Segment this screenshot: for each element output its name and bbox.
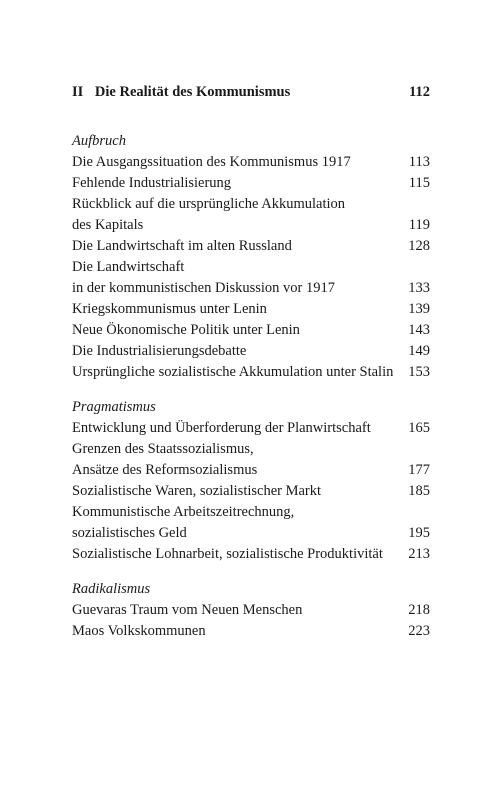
- toc-entry: [72, 299, 430, 320]
- section-heading: Pragmatismus: [72, 399, 156, 415]
- entry-title: Guevaras Traum vom Neuen Menschen: [72, 602, 303, 618]
- entry-page-number: 149: [408, 343, 430, 359]
- entry-title: Sozialistische Lohnarbeit, sozialistische Produktivität: [72, 546, 383, 562]
- entry-title: Kriegskommunismus unter Lenin: [72, 301, 267, 317]
- toc-entry: [72, 481, 430, 502]
- toc-entry: [72, 173, 430, 194]
- entry-title: Die Landwirtschaft im alten Russland: [72, 238, 292, 254]
- entry-page-number: 128: [408, 238, 430, 254]
- toc-entry: [72, 439, 430, 481]
- entry-title: Neue Ökonomische Politik unter Lenin: [72, 322, 300, 338]
- toc-entry: [72, 257, 430, 299]
- entry-title: Maos Volkskommunen: [72, 623, 206, 639]
- toc-section-aufbruch: [72, 131, 430, 383]
- entry-page-number: 133: [408, 280, 430, 296]
- entry-page-number: 177: [408, 462, 430, 478]
- section-heading: Aufbruch: [72, 133, 126, 149]
- toc-entry: [72, 152, 430, 173]
- toc-entry: [72, 600, 430, 621]
- toc-entry: [72, 236, 430, 257]
- toc-entry: [72, 362, 430, 383]
- entry-title: Die Ausgangssituation des Kommunismus 1917: [72, 154, 351, 170]
- entry-title: Die Industrialisierungsdebatte: [72, 343, 247, 359]
- entry-title: Grenzen des Staatssozialismus, Ansätze des Reformsozialismus: [72, 441, 258, 478]
- toc-section-radikalismus: [72, 579, 430, 642]
- chapter-title: Die Realität des Kommunismus: [94, 84, 291, 100]
- entry-page-number: 113: [408, 154, 430, 170]
- entry-page-number: 139: [408, 301, 430, 317]
- entry-title: Die Landwirtschaft in der kommunistischen Diskussion vor 1917: [72, 259, 336, 296]
- toc-entry: [72, 194, 430, 236]
- entry-title: Kommunistische Arbeitszeitrechnung, sozialistisches Geld: [72, 504, 295, 541]
- entry-page-number: 165: [408, 420, 430, 436]
- chapter-title-group: [72, 82, 290, 103]
- entry-title: Entwicklung und Überforderung der Planwirtschaft: [72, 420, 371, 436]
- toc-entry: [72, 621, 430, 642]
- entry-page-number: 119: [408, 217, 430, 233]
- entry-title: Sozialistische Waren, sozialistischer Markt: [72, 483, 322, 499]
- entry-title: Fehlende Industrialisierung: [72, 175, 232, 191]
- entry-page-number: 143: [408, 322, 430, 338]
- entry-page-number: 185: [408, 483, 430, 499]
- toc-entry: [72, 544, 430, 565]
- toc-entry: [72, 418, 430, 439]
- entry-page-number: 195: [408, 525, 430, 541]
- entry-page-number: 153: [408, 364, 430, 380]
- entry-title: Ursprüngliche sozialistische Akkumulation unter Stalin: [72, 364, 394, 380]
- toc-section-pragmatismus: [72, 397, 430, 565]
- toc-entry: [72, 341, 430, 362]
- chapter-heading: [72, 82, 430, 103]
- entry-page-number: 115: [408, 175, 430, 191]
- entry-page-number: 213: [408, 546, 430, 562]
- section-heading: Radikalismus: [72, 581, 151, 597]
- entry-page-number: 218: [408, 602, 430, 618]
- entry-title: Rückblick auf die ursprüngliche Akkumulation des Kapitals: [72, 196, 346, 233]
- chapter-number: II: [72, 84, 84, 100]
- entry-page-number: 223: [408, 623, 430, 639]
- table-of-contents: [72, 82, 430, 642]
- chapter-page-number: 112: [409, 84, 430, 100]
- toc-entry: [72, 502, 430, 544]
- toc-entry: [72, 320, 430, 341]
